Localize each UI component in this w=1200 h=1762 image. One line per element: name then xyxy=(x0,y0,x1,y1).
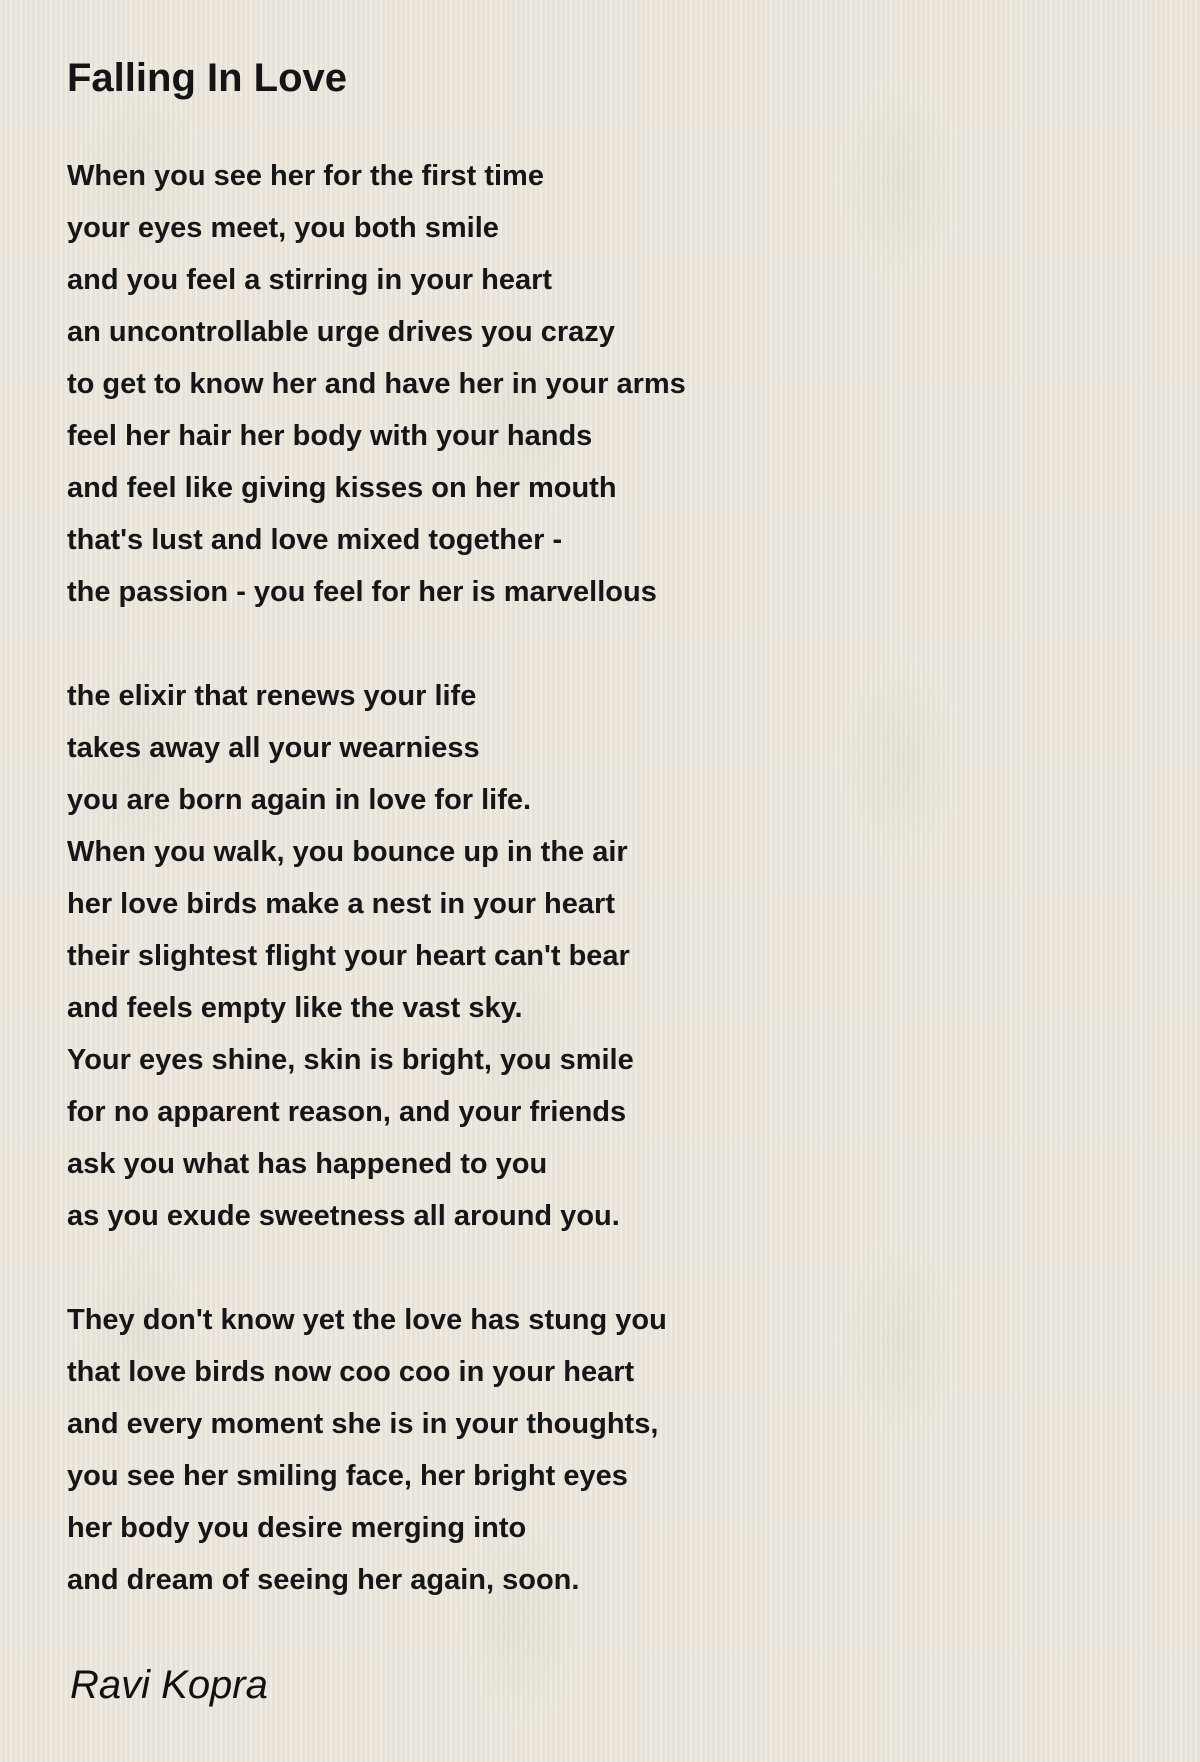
poem-line: an uncontrollable urge drives you crazy xyxy=(67,316,615,348)
stanza-2 xyxy=(67,670,1067,1242)
poem-line: their slightest flight your heart can't bear xyxy=(67,940,630,972)
poem-line: and feels empty like the vast sky. xyxy=(67,992,523,1024)
poem-line: and feel like giving kisses on her mouth xyxy=(67,472,617,504)
poem-line: They don't know yet the love has stung you xyxy=(67,1304,667,1336)
poem-author: Ravi Kopra xyxy=(70,1663,268,1707)
poem-line: for no apparent reason, and your friends xyxy=(67,1096,627,1128)
poem-line: you see her smiling face, her bright eyes xyxy=(67,1460,628,1492)
poem-line: When you walk, you bounce up in the air xyxy=(67,836,628,868)
poem-line: her body you desire merging into xyxy=(67,1512,527,1544)
poem-line: you are born again in love for life. xyxy=(67,784,532,816)
poem-line: feel her hair her body with your hands xyxy=(67,420,593,452)
poem-line: the elixir that renews your life xyxy=(67,680,477,712)
poem-line: your eyes meet, you both smile xyxy=(67,212,499,244)
poem-line: to get to know her and have her in your arms xyxy=(67,368,686,400)
poem-line: her love birds make a nest in your heart xyxy=(67,888,615,920)
poem-line: Your eyes shine, skin is bright, you smile xyxy=(67,1044,634,1076)
poem-line: that love birds now coo coo in your heart xyxy=(67,1356,635,1388)
stanza-1 xyxy=(67,150,1067,618)
poem-line: and every moment she is in your thoughts, xyxy=(67,1408,659,1440)
poem-title: Falling In Love xyxy=(67,56,348,100)
poem-line: as you exude sweetness all around you. xyxy=(67,1200,620,1232)
poem-line: and dream of seeing her again, soon. xyxy=(67,1564,580,1596)
poem-line: takes away all your wearniess xyxy=(67,732,480,764)
poem-line: ask you what has happened to you xyxy=(67,1148,548,1180)
stanza-3 xyxy=(67,1294,1067,1606)
poem-body xyxy=(67,150,1067,1658)
poem-line: and you feel a stirring in your heart xyxy=(67,264,553,296)
poem-line: that's lust and love mixed together - xyxy=(67,524,563,556)
poem-line: When you see her for the first time xyxy=(67,160,544,192)
poem-line: the passion - you feel for her is marvellous xyxy=(67,576,657,608)
